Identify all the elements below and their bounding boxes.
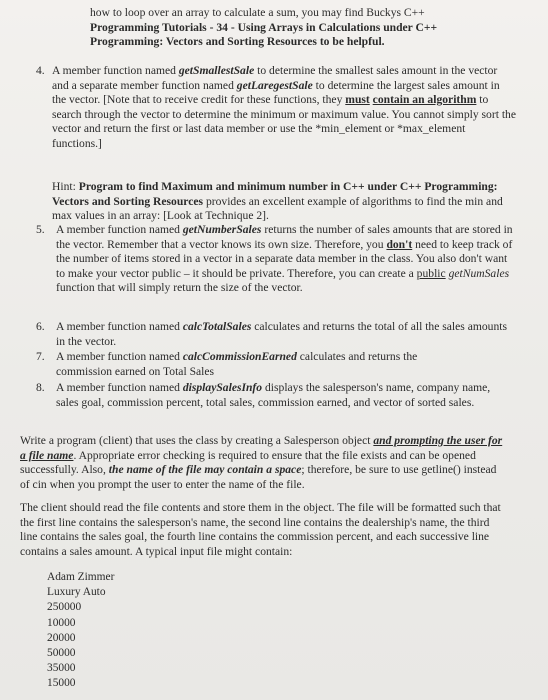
item4-contain-algorithm: contain an algorithm	[372, 93, 477, 107]
item7-text-a: A member function named	[56, 350, 183, 363]
item4-text-e: to search through the vector to determine the minimum or maximum value. You cannot simply sort the vector and return the first or last data member or use the *min_element or *max_element functions.]	[52, 93, 516, 150]
para1-text-e: ; therefore, be sure to use getline() instead of cin when you prompt the user to enter the name of the file.	[20, 463, 497, 491]
list-number: 5.	[36, 223, 45, 236]
intro-line-1: how to loop over an array to calculate a sum, you may find Buckys C++	[90, 6, 425, 19]
fn-calcTotalSales: calcTotalSales	[182, 320, 252, 333]
file-line: 15000	[47, 677, 76, 690]
fn-getSmallestSale: getSmallestSale	[178, 64, 255, 77]
item4-text-a: A member function named	[52, 64, 179, 77]
hint-resource: Program to find Maximum and minimum number in C++ under C++ Programming: Vectors and Sorting Resources	[52, 180, 498, 208]
file-line: 50000	[47, 647, 76, 660]
list-number: 7.	[36, 350, 45, 363]
list-number: 8.	[36, 381, 45, 394]
file-line: Luxury Auto	[47, 586, 106, 599]
item5-dont: don't	[386, 237, 413, 251]
para1-prompt-filename: and prompting the user for a file name	[20, 434, 503, 462]
item5-public: public	[416, 266, 446, 280]
item4-text-c: to determine the largest sales amount in the vector. [Note that to receive credit for these functions, they	[52, 78, 500, 107]
fn-displaySalesInfo: displaySalesInfo	[182, 381, 263, 394]
item4-must: must	[345, 93, 370, 107]
item4-text-b: to determine the smallest sales amount in the vector and a separate member function named	[52, 64, 498, 92]
item7-text-b: calculates and returns the commission earned on Total Sales	[56, 350, 418, 378]
para1-text-a: Write a program (client) that uses the class by creating a Salesperson object	[20, 434, 374, 447]
item5-text-c: need to keep track of the number of items stored in a vector in a separate data member in the class. You also don't want to make your vector public – it should be private. Therefore, you can create a	[56, 237, 513, 280]
item5-text-a: A member function named	[56, 223, 183, 236]
sample-file-contents	[47, 570, 114, 692]
hint-label: Hint:	[52, 180, 79, 193]
list-number: 6.	[36, 320, 45, 333]
fn-getNumSales: getNumSales	[448, 266, 510, 280]
fn-calcCommissionEarned: calcCommissionEarned	[182, 350, 297, 363]
item8-text-b: displays the salesperson's name, company name, sales goal, commission percent, total sales, commission earned, and vector of sorted sales.	[56, 381, 491, 409]
list-number: 4.	[36, 64, 45, 77]
hint-text: provides an excellent example of algorithms to find the min and max values in an array: [Look at Technique 2].	[52, 194, 503, 223]
file-line: Adam Zimmer	[47, 571, 115, 583]
item5-text-e: function that will simply return the size of the vector.	[56, 281, 303, 295]
file-line: 10000	[47, 616, 76, 629]
file-line: 35000	[47, 662, 76, 675]
fn-getLargestSale: getLaregestSale	[236, 78, 313, 92]
intro-line-3: Programming: Vectors and Sorting Resources to be helpful.	[90, 35, 385, 49]
file-line: 250000	[47, 601, 82, 614]
hint-paragraph	[52, 180, 514, 224]
intro-continuation	[90, 6, 530, 50]
client-paragraph	[20, 434, 506, 492]
para1-text-c: . Appropriate error checking is required to ensure that the file exists and can be opened successfully. Also,	[20, 448, 476, 477]
item6-text-b: calculates and returns the total of all the sales amounts in the vector.	[56, 320, 507, 348]
item6-text-a: A member function named	[56, 320, 183, 333]
item5-text-b: returns the number of sales amounts that are stored in the vector. Remember that a vector knows its own size. Therefore, you	[56, 223, 513, 251]
para1-filename-space: the name of the file may contain a space	[108, 463, 302, 477]
intro-line-2: Programming Tutorials - 34 - Using Arrays in Calculations under C++	[90, 20, 438, 34]
file-format-paragraph	[20, 501, 506, 559]
fn-getNumberSales: getNumberSales	[182, 223, 262, 236]
item8-text-a: A member function named	[56, 381, 183, 394]
para2-text: The client should read the file contents and store them in the object. The file will be formatted such that the first line contains the salesperson's name, the second line contains the dealership's name, the third line contains the sales goal, the fourth line contains the commission percent, and each successive line contains a sales amount. A typical input file might contain:	[20, 501, 501, 558]
file-line: 20000	[47, 631, 76, 644]
